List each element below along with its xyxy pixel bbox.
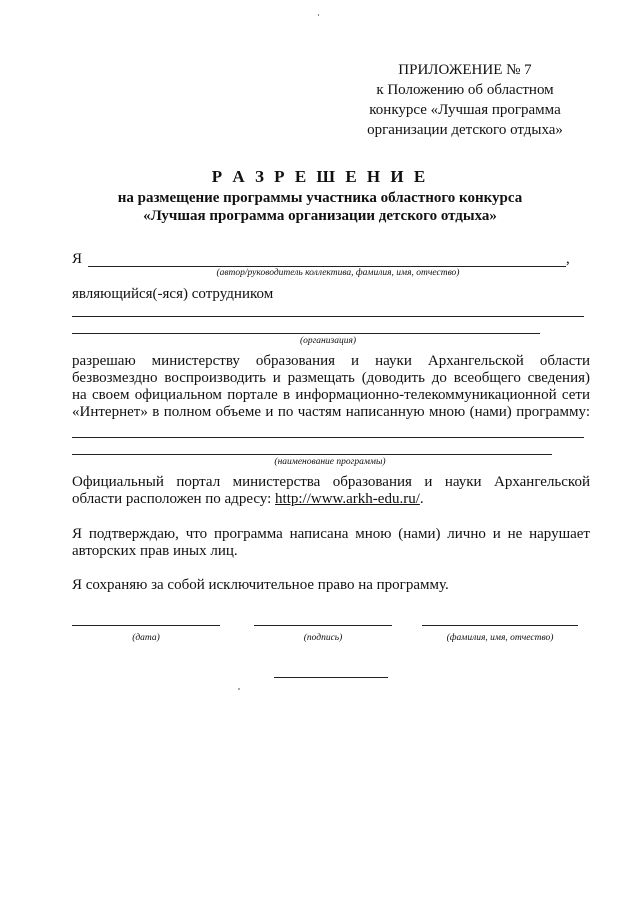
document-subtitle: «Лучшая программа организации детского отдыха»: [143, 208, 497, 224]
paragraph-text: области расположен по адресу:: [72, 491, 276, 507]
appendix-header: [340, 60, 590, 140]
full-name-caption: (фамилия, имя, отчество): [446, 633, 554, 643]
scan-speck: [318, 14, 319, 16]
portal-link[interactable]: http://www.arkh-edu.ru/: [275, 491, 420, 507]
rights-paragraph: [72, 577, 590, 594]
document-title: Р А З Р Е Ш Е Н И Е: [211, 167, 429, 186]
author-caption: (автор/руководитель коллектива, фамилия, имя, отчество): [216, 268, 460, 278]
paragraph-line: [72, 491, 590, 508]
appendix-line: конкурсе «Лучшая программа: [369, 102, 561, 118]
full-name-field[interactable]: [422, 625, 578, 626]
organization-caption: (организация): [299, 336, 357, 346]
portal-paragraph: [72, 474, 590, 508]
employee-label: являющийся(-яся) сотрудником: [72, 286, 274, 302]
paragraph-line: разрешаю министерству образования и науки Архангельской области: [72, 353, 590, 369]
paragraph-line: Официальный портал министерства образования и науки Архангельской: [72, 474, 590, 490]
scan-speck: [238, 688, 240, 690]
program-field-line2[interactable]: [72, 454, 552, 455]
organization-field-line1[interactable]: [72, 316, 584, 317]
comma: ,: [566, 251, 570, 267]
signature-field[interactable]: [254, 625, 392, 626]
ya-label: Я: [72, 251, 83, 267]
paragraph-line: безвозмездно воспроизводить и размещать (доводить до всеобщего сведения): [72, 370, 590, 386]
paragraph-line: авторских прав иных лиц.: [72, 543, 238, 559]
appendix-line: ПРИЛОЖЕНИЕ № 7: [398, 62, 532, 78]
date-field[interactable]: [72, 625, 220, 626]
permission-paragraph: [72, 353, 590, 421]
paragraph-text: .: [419, 491, 424, 507]
paragraph-line: на своем официальном портале в информационно-телекоммуникационной сети: [72, 387, 590, 403]
paragraph-line: Я подтверждаю, что программа написана мною (нами) лично и не нарушает: [72, 526, 590, 542]
paragraph-line: Я сохраняю за собой исключительное право на программу.: [72, 577, 449, 593]
appendix-line: к Положению об областном: [376, 82, 554, 98]
signature-caption: (подпись): [303, 633, 343, 643]
closing-rule: [274, 677, 388, 678]
document-subtitle: на размещение программы участника областного конкурса: [117, 190, 523, 206]
program-caption: (наименование программы): [274, 457, 386, 467]
date-caption: (дата): [132, 633, 160, 643]
confirmation-paragraph: [72, 526, 590, 560]
organization-field-line2[interactable]: [72, 333, 540, 334]
paragraph-line: «Интернет» в полном объеме и по частям написанную мною (нами) программу:: [72, 404, 590, 420]
appendix-line: организации детского отдыха»: [367, 122, 563, 138]
author-name-field[interactable]: [88, 266, 566, 267]
program-field-line1[interactable]: [72, 437, 584, 438]
